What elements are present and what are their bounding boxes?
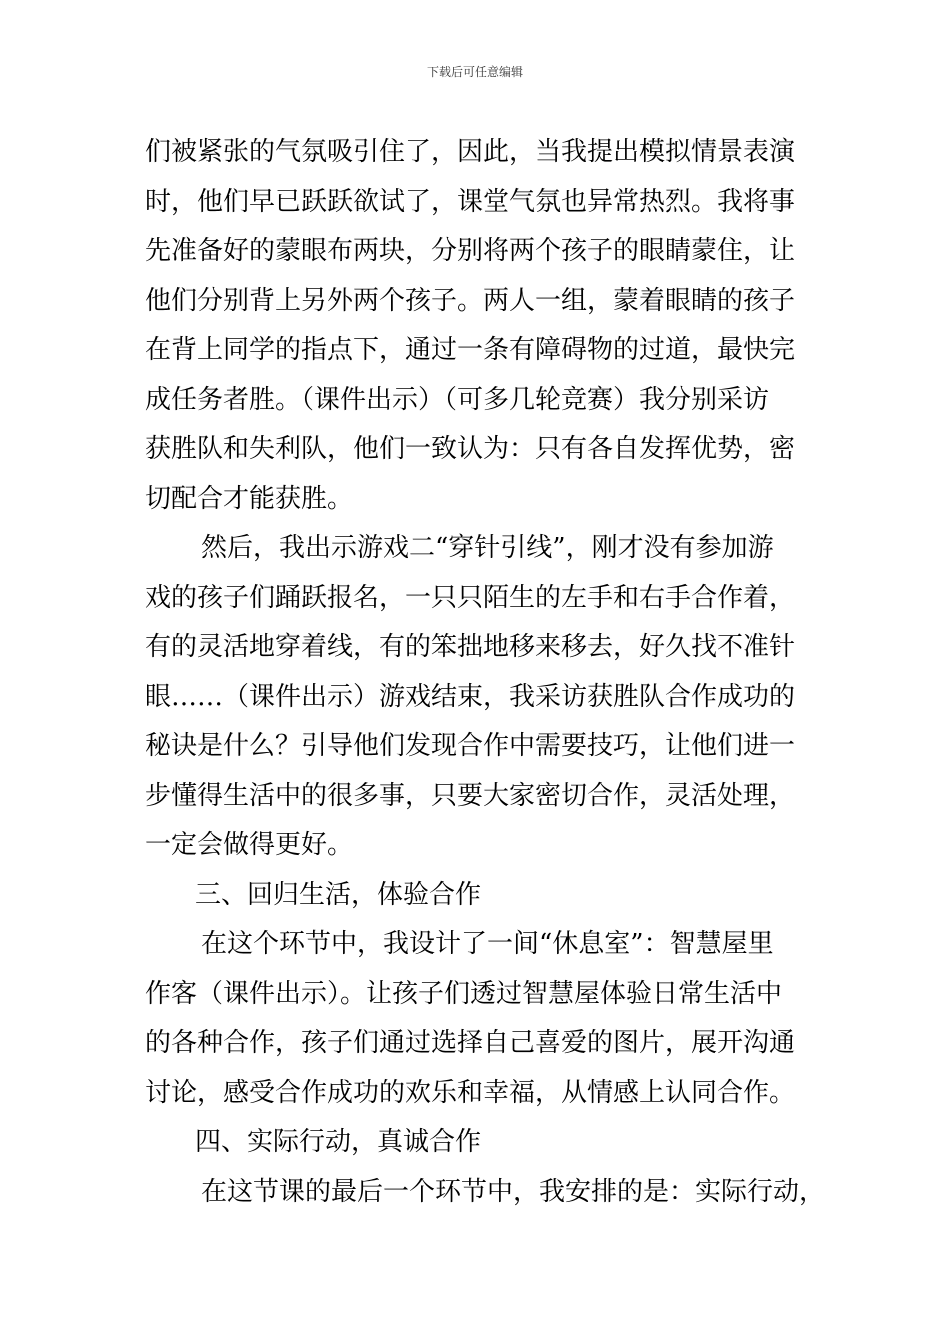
text-line: 一定会做得更好。 [145,830,354,860]
paragraph [145,920,825,1118]
text-line: 四、实际行动，真诚合作 [195,1127,482,1157]
text-line: 戏的孩子们踊跃报名，一只只陌生的左手和右手合作着， [145,582,796,613]
text-line: 在这个环节中，我设计了一间“休息室”：智慧屋里 [201,929,774,959]
text-line: 在这节课的最后一个环节中，我安排的是：实际行动， [201,1176,826,1207]
paragraph [145,1168,825,1218]
text-line: 有的灵活地穿着线，有的笨拙地移来移去，好久找不准针 [145,632,796,662]
page-header-note: 下载后可任意编辑 [426,65,523,79]
text-line: 的各种合作，孩子们通过选择自己喜爱的图片，展开沟通 [145,1028,796,1058]
text-line: 他们分别背上另外两个孩子。两人一组，蒙着眼睛的孩子 [145,285,796,316]
paragraph [145,1118,825,1168]
text-line: 秘诀是什么？引导他们发现合作中需要技巧，让他们进一 [145,731,796,761]
text-line: 获胜队和失利队，他们一致认为：只有各自发挥优势，密 [145,434,796,464]
document-body [145,128,825,1217]
text-line: 成任务者胜。（课件出示）（可多几轮竞赛）我分别采访 [145,384,770,415]
text-line: 眼……（课件出示）游戏结束，我采访获胜队合作成功的 [145,681,796,712]
text-line: 作客（课件出示）。让孩子们透过智慧屋体验日常生活中 [145,978,783,1009]
text-line: 先准备好的蒙眼布两块，分别将两个孩子的眼睛蒙住，让 [145,236,796,266]
text-line: 步懂得生活中的很多事，只要大家密切合作，灵活处理， [145,780,796,811]
text-line: 三、回归生活，体验合作 [195,879,482,910]
text-line: 讨论，感受合作成功的欢乐和幸福，从情感上认同合作。 [145,1077,796,1108]
text-line: 切配合才能获胜。 [145,483,354,514]
paragraph [145,128,825,524]
text-line: 们被紧张的气氛吸引住了，因此，当我提出模拟情景表演 [145,137,796,167]
text-line: 然后，我出示游戏二“穿针引线”，刚才没有参加游 [201,533,774,563]
paragraph [145,524,825,871]
text-line: 在背上同学的指点下，通过一条有障碍物的过道，最快完 [145,335,796,365]
paragraph [145,871,825,921]
text-line: 时，他们早已跃跃欲试了，课堂气氛也异常热烈。我将事 [145,186,796,217]
